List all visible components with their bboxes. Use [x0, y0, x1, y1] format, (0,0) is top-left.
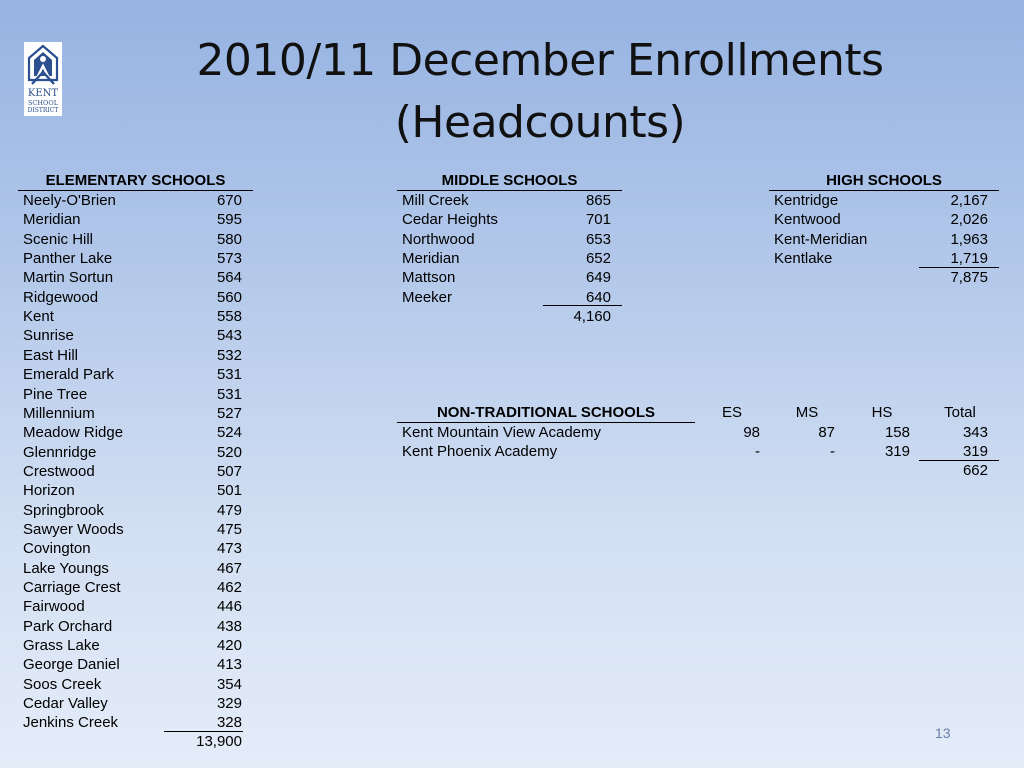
non-traditional-es-value: 98	[743, 424, 760, 441]
non-traditional-total-value: 343	[962, 424, 988, 441]
elementary-enrollment-value: 329	[216, 695, 242, 713]
non-traditional-school-name: Kent Phoenix Academy	[402, 443, 558, 461]
elementary-enrollment-value: 462	[216, 579, 242, 596]
svg-text:KENT: KENT	[27, 88, 59, 99]
elementary-school-name: Ridgewood	[23, 288, 99, 306]
middle-school-name: Meeker	[402, 288, 453, 306]
elementary-enrollment-value: 473	[216, 540, 242, 558]
middle-row	[402, 268, 611, 287]
elementary-enrollment-value: 475	[216, 520, 242, 538]
elementary-enrollment-value: 520	[216, 443, 242, 461]
elementary-school-name: George Daniel	[23, 656, 120, 674]
high-school-name: Kentwood	[774, 211, 841, 229]
page-number: 13	[935, 725, 951, 741]
elementary-school-name: Panther Lake	[23, 250, 113, 268]
elementary-row	[23, 230, 242, 249]
elementary-enrollment-value: 479	[216, 501, 242, 519]
elementary-row	[23, 655, 242, 674]
elementary-school-name: Park Orchard	[23, 617, 113, 635]
column-header-hs: HS	[871, 404, 893, 421]
middle-header: MIDDLE SCHOOLS	[441, 172, 578, 189]
non-traditional-total: 662	[962, 462, 988, 479]
slide-title-line-1: 2010/11 December Enrollments	[196, 35, 884, 86]
elementary-enrollment-value: 438	[216, 617, 242, 635]
high-row	[774, 249, 988, 268]
high-row	[774, 230, 988, 249]
elementary-school-name: Kent	[23, 308, 54, 326]
elementary-row	[23, 713, 242, 732]
slide-title-line-2: (Headcounts)	[394, 97, 686, 148]
elementary-enrollment-value: 670	[216, 192, 242, 209]
middle-enrollment-value: 865	[585, 192, 611, 209]
elementary-enrollment-value: 560	[216, 288, 242, 306]
elementary-header: ELEMENTARY SCHOOLS	[45, 172, 226, 189]
svg-text:DISTRICT: DISTRICT	[27, 107, 59, 114]
elementary-school-name: Fairwood	[23, 598, 85, 616]
elementary-enrollment-value: 543	[216, 327, 242, 345]
elementary-row	[23, 636, 242, 655]
elementary-enrollment-value: 501	[216, 482, 242, 500]
elementary-enrollment-value: 467	[216, 559, 242, 577]
middle-enrollment-value: 652	[585, 250, 611, 268]
middle-row	[402, 230, 611, 249]
non-traditional-hs-value: 158	[884, 424, 910, 441]
elementary-school-name: East Hill	[23, 346, 79, 364]
elementary-row	[23, 385, 242, 404]
slide-title	[100, 30, 980, 154]
elementary-row	[23, 365, 242, 384]
elementary-enrollment-value: 573	[216, 250, 242, 268]
high-row	[774, 210, 988, 229]
elementary-enrollment-value: 507	[216, 462, 242, 480]
elementary-row	[23, 404, 242, 423]
elementary-enrollment-value: 564	[216, 269, 242, 287]
elementary-row	[23, 559, 242, 578]
non-traditional-school-name: Kent Mountain View Academy	[402, 424, 602, 441]
middle-enrollment-value: 649	[585, 269, 611, 287]
elementary-row	[23, 443, 242, 462]
elementary-school-name: Glennridge	[23, 443, 97, 461]
elementary-row	[23, 268, 242, 287]
high-school-name: Kentridge	[774, 192, 839, 209]
middle-school-name: Mill Creek	[402, 192, 469, 209]
elementary-enrollment-value: 580	[216, 230, 242, 248]
middle-school-name: Meridian	[402, 250, 460, 268]
middle-row	[402, 288, 611, 307]
non-traditional-header: NON-TRADITIONAL SCHOOLS	[436, 404, 656, 421]
column-header-es: ES	[721, 404, 742, 421]
non-traditional-ms-value: -	[830, 443, 835, 461]
elementary-school-name: Horizon	[23, 482, 75, 500]
column-header-ms: MS	[795, 404, 819, 421]
kent-logo-icon	[24, 42, 62, 116]
elementary-enrollment-value: 531	[216, 385, 242, 403]
elementary-row	[23, 462, 242, 481]
high-school-name: Kentlake	[774, 250, 833, 268]
high-row	[774, 191, 988, 210]
elementary-school-name: Meridian	[23, 211, 81, 229]
elementary-school-name: Martin Sortun	[23, 269, 114, 287]
middle-total: 4,160	[573, 308, 611, 325]
high-enrollment-value: 1,963	[950, 230, 988, 248]
elementary-school-name: Springbrook	[23, 501, 104, 519]
non-traditional-hs-value: 319	[884, 443, 910, 461]
elementary-row	[23, 307, 242, 326]
elementary-school-name: Carriage Crest	[23, 579, 121, 596]
high-enrollment-value: 2,167	[950, 192, 988, 209]
non-traditional-es-value: -	[755, 443, 760, 461]
elementary-school-name: Scenic Hill	[23, 230, 94, 248]
elementary-row	[23, 326, 242, 345]
elementary-school-name: Millennium	[23, 404, 95, 422]
column-header-total: Total	[944, 404, 976, 421]
middle-row	[402, 249, 611, 268]
elementary-row	[23, 675, 242, 694]
elementary-row	[23, 578, 242, 597]
elementary-row	[23, 249, 242, 268]
elementary-school-name: Soos Creek	[23, 675, 102, 693]
elementary-enrollment-value: 595	[216, 211, 242, 229]
elementary-row	[23, 346, 242, 365]
elementary-row	[23, 617, 242, 636]
elementary-school-name: Sunrise	[23, 327, 74, 345]
elementary-row	[23, 694, 242, 713]
svg-text:SCHOOL: SCHOOL	[27, 99, 59, 107]
elementary-school-name: Crestwood	[23, 462, 95, 480]
elementary-row	[23, 501, 242, 520]
middle-school-name: Mattson	[402, 269, 456, 287]
non-traditional-ms-value: 87	[818, 424, 835, 441]
kent-school-district-logo	[24, 42, 62, 116]
elementary-enrollment-value: 524	[216, 424, 242, 442]
middle-school-name: Cedar Heights	[402, 211, 498, 229]
elementary-enrollment-value: 527	[216, 404, 242, 422]
elementary-school-name: Covington	[23, 540, 91, 558]
elementary-school-name: Jenkins Creek	[23, 714, 119, 732]
elementary-total: 13,900	[196, 733, 242, 750]
elementary-row	[23, 481, 242, 500]
high-enrollment-value: 2,026	[950, 211, 988, 229]
high-enrollment-value: 1,719	[950, 250, 988, 268]
elementary-enrollment-value: 413	[216, 656, 242, 674]
middle-enrollment-value: 653	[585, 230, 611, 248]
elementary-enrollment-value: 354	[216, 675, 242, 693]
elementary-enrollment-value: 531	[216, 366, 242, 384]
elementary-school-name: Meadow Ridge	[23, 424, 124, 442]
elementary-enrollment-value: 532	[216, 346, 242, 364]
elementary-enrollment-value: 328	[216, 714, 242, 732]
middle-school-name: Northwood	[402, 230, 475, 248]
middle-enrollment-value: 701	[585, 211, 611, 229]
non-traditional-total-value: 319	[962, 443, 988, 461]
elementary-row	[23, 288, 242, 307]
middle-row	[402, 210, 611, 229]
elementary-enrollment-value: 420	[216, 637, 242, 655]
middle-row	[402, 191, 611, 210]
elementary-row	[23, 191, 242, 210]
high-total: 7,875	[950, 269, 988, 286]
elementary-row	[23, 423, 242, 442]
middle-enrollment-value: 640	[585, 288, 611, 306]
high-header: HIGH SCHOOLS	[826, 172, 942, 189]
elementary-enrollment-value: 446	[216, 598, 242, 616]
elementary-row	[23, 539, 242, 558]
elementary-school-name: Neely-O'Brien	[23, 192, 116, 209]
elementary-school-name: Sawyer Woods	[23, 520, 124, 538]
high-school-name: Kent-Meridian	[774, 230, 868, 248]
elementary-enrollment-value: 558	[216, 308, 242, 326]
elementary-row	[23, 520, 242, 539]
elementary-school-name: Grass Lake	[23, 637, 100, 655]
elementary-row	[23, 597, 242, 616]
elementary-row	[23, 210, 242, 229]
elementary-school-name: Emerald Park	[23, 366, 114, 384]
elementary-school-name: Cedar Valley	[23, 695, 108, 713]
elementary-school-name: Pine Tree	[23, 385, 88, 403]
elementary-school-name: Lake Youngs	[23, 559, 109, 577]
